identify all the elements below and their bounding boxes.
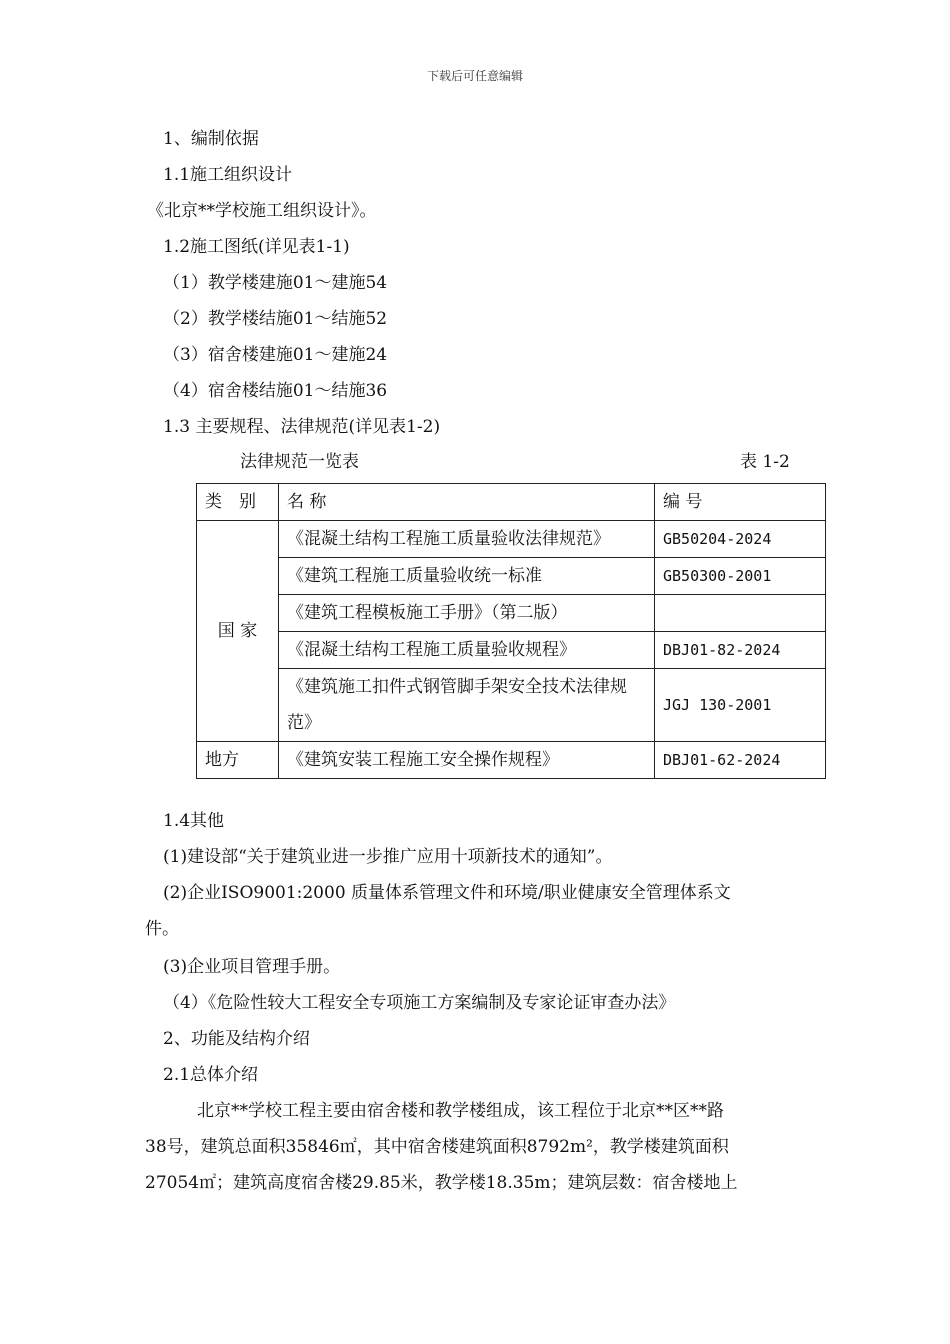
subsection-heading-1-3: 1.3 主要规程、法律规范(详见表1-2) [163, 417, 441, 437]
row-name: 《建筑工程模板施工手册》（第二版） [279, 595, 655, 632]
row-code: DBJ01-62-2024 [655, 742, 826, 779]
paragraph-1-1: 《北京**学校施工组织设计》。 [147, 201, 377, 221]
header-name: 名 称 [279, 484, 655, 521]
row-code: DBJ01-82-2024 [655, 632, 826, 669]
row-name: 《混凝土结构工程施工质量验收法律规范》 [279, 521, 655, 558]
row-code: GB50300-2001 [655, 558, 826, 595]
header-code: 编 号 [655, 484, 826, 521]
subsection-heading-1-1: 1.1施工组织设计 [163, 165, 293, 185]
other-item-1: (1)建设部“关于建筑业进一步推广应用十项新技术的通知”。 [163, 847, 613, 867]
section-heading-2: 2、功能及结构介绍 [163, 1029, 310, 1049]
drawing-item-1: （1）教学楼建施01～建施54 [163, 273, 388, 293]
row-code [655, 595, 826, 632]
row-name: 《混凝土结构工程施工质量验收规程》 [279, 632, 655, 669]
row-code: JGJ 130-2001 [655, 669, 826, 742]
table-number: 表 1-2 [740, 452, 790, 472]
subsection-heading-2-1: 2.1总体介绍 [163, 1065, 259, 1085]
paragraph-2-1-line3: 27054㎡；建筑高度宿舍楼29.85米，教学楼18.35m；建筑层数：宿舍楼地上 [145, 1173, 738, 1193]
table-row [197, 632, 826, 669]
table-title: 法律规范一览表 [240, 452, 359, 472]
category-national: 国 家 [197, 521, 279, 742]
subsection-heading-1-4: 1.4其他 [163, 811, 225, 831]
drawing-item-3: （3）宿舍楼建施01～建施24 [163, 345, 388, 365]
table-row [197, 669, 826, 742]
table-row [197, 521, 826, 558]
row-name: 《建筑施工扣件式钢管脚手架安全技术法律规范》 [279, 669, 655, 742]
table-header-row [197, 484, 826, 521]
other-item-3: (3)企业项目管理手册。 [163, 957, 341, 977]
other-item-4: （4）《危险性较大工程安全专项施工方案编制及专家论证审查办法》 [163, 993, 676, 1013]
row-name: 《建筑安装工程施工安全操作规程》 [279, 742, 655, 779]
page-header: 下载后可任意编辑 [426, 69, 523, 83]
drawing-item-4: （4）宿舍楼结施01～结施36 [163, 381, 388, 401]
row-code: GB50204-2024 [655, 521, 826, 558]
other-item-2-cont: 件。 [145, 919, 179, 939]
drawing-item-2: （2）教学楼结施01～结施52 [163, 309, 388, 329]
subsection-heading-1-2: 1.2施工图纸(详见表1-1) [163, 237, 350, 257]
section-heading-1: 1、编制依据 [163, 129, 259, 149]
header-category: 类 别 [197, 484, 279, 521]
other-item-2: (2)企业ISO9001:2000 质量体系管理文件和环境/职业健康安全管理体系文 [163, 883, 731, 903]
table-row [197, 558, 826, 595]
paragraph-2-1-line1: 北京**学校工程主要由宿舍楼和教学楼组成，该工程位于北京**区**路 [197, 1101, 724, 1121]
paragraph-2-1-line2: 38号，建筑总面积35846㎡，其中宿舍楼建筑面积8792m²，教学楼建筑面积 [145, 1137, 729, 1157]
table-row [197, 595, 826, 632]
table-row [197, 742, 826, 779]
row-name: 《建筑工程施工质量验收统一标准 [279, 558, 655, 595]
law-regulations-table [196, 483, 826, 779]
category-local: 地方 [197, 742, 279, 779]
